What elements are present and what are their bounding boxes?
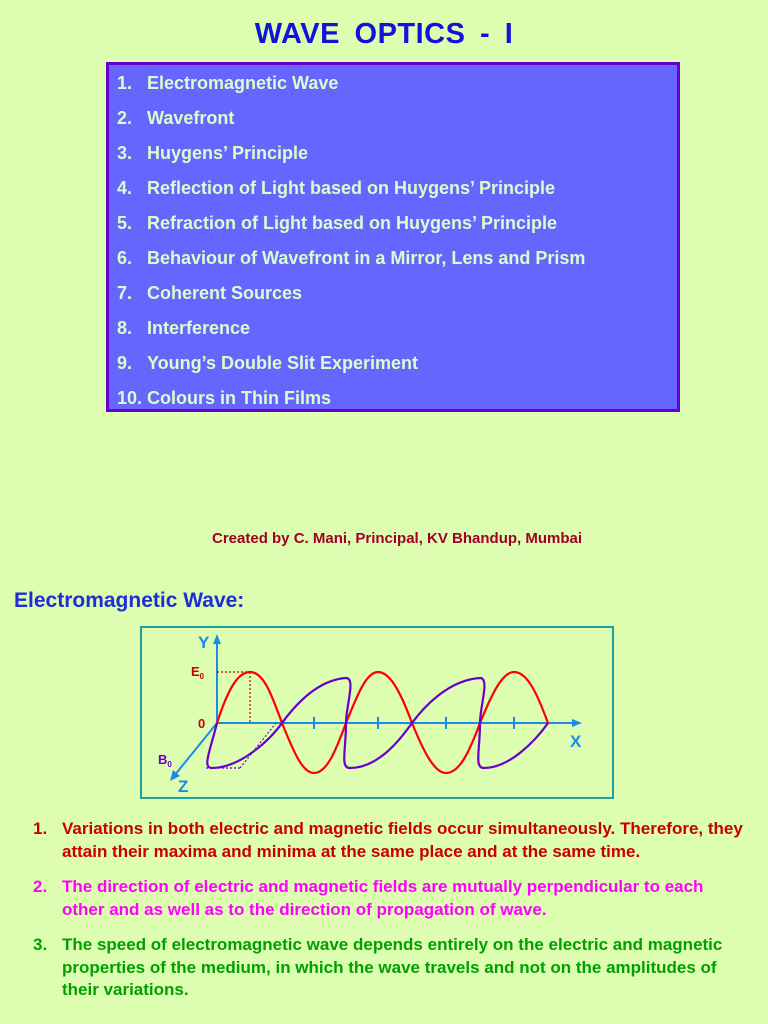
contents-item-label: Electromagnetic Wave [147, 73, 339, 93]
contents-item [117, 210, 677, 245]
contents-list [109, 65, 677, 420]
b0-label: $B_0$ [158, 752, 172, 769]
contents-item [117, 245, 677, 280]
contents-item [117, 385, 677, 420]
contents-item-label: Huygens’ Principle [147, 143, 309, 163]
key-point-text: The speed of electromagnetic wave depends entirely on the electric and magnetic properties of the medium, in which the wave travels and not on the amplitudes of their variations. [62, 935, 723, 999]
contents-item-number: 10. [117, 388, 143, 408]
y-axis-arrow [213, 634, 221, 644]
em-wave-diagram [140, 626, 614, 799]
e0-label: $E_0$ [191, 664, 205, 681]
contents-item-number: 4. [117, 178, 133, 198]
origin-label: 0 [198, 716, 206, 731]
contents-item-label: Coherent Sources [147, 283, 303, 303]
contents-item [117, 70, 677, 105]
contents-item [117, 140, 677, 175]
b0-guide-diagonal [240, 723, 276, 768]
contents-item-label: Colours in Thin Films [147, 388, 331, 408]
x-axis-arrow [572, 719, 582, 727]
contents-item-number: 9. [117, 353, 133, 373]
key-point [33, 934, 743, 1002]
contents-box [106, 62, 680, 412]
contents-item-label: Interference [147, 318, 251, 338]
contents-item [117, 105, 677, 140]
key-point-number: 3. [33, 935, 48, 954]
section-heading: Electromagnetic Wave: [14, 589, 245, 612]
contents-item [117, 175, 677, 210]
contents-item [117, 315, 677, 350]
contents-item-number: 8. [117, 318, 133, 338]
contents-item-number: 2. [117, 108, 133, 128]
contents-item-label: Wavefront [147, 108, 235, 128]
contents-item-number: 1. [117, 73, 133, 93]
diagram-border [141, 627, 613, 798]
key-point-number: 2. [33, 877, 48, 896]
x-axis-label: X [570, 732, 582, 751]
y-axis-label: Y [198, 633, 210, 652]
z-axis-label: Z [178, 777, 189, 796]
page-title: WAVE OPTICS - I [254, 18, 514, 50]
key-point-number: 1. [33, 819, 48, 838]
author-credit: Created by C. Mani, Principal, KV Bhandup, Mumbai [212, 530, 583, 547]
contents-item-label: Refraction of Light based on Huygens’ Principle [147, 213, 558, 233]
key-point-text: Variations in both electric and magnetic fields occur simultaneously. Therefore, they attain their maxima and minima at the same place and at the same time. [62, 819, 743, 861]
contents-item [117, 280, 677, 315]
contents-item-number: 5. [117, 213, 133, 233]
key-point [33, 876, 743, 921]
contents-item-label: Young’s Double Slit Experiment [147, 353, 419, 373]
key-point [33, 818, 743, 863]
contents-item [117, 350, 677, 385]
contents-item-number: 3. [117, 143, 133, 163]
key-points-list [33, 818, 743, 1015]
key-point-text: The direction of electric and magnetic fields are mutually perpendicular to each other and as well as to the direction of propagation of wave. [62, 877, 704, 919]
contents-item-number: 7. [117, 283, 133, 303]
contents-item-number: 6. [117, 248, 133, 268]
contents-item-label: Behaviour of Wavefront in a Mirror, Lens and Prism [147, 248, 586, 268]
contents-item-label: Reflection of Light based on Huygens’ Principle [147, 178, 556, 198]
